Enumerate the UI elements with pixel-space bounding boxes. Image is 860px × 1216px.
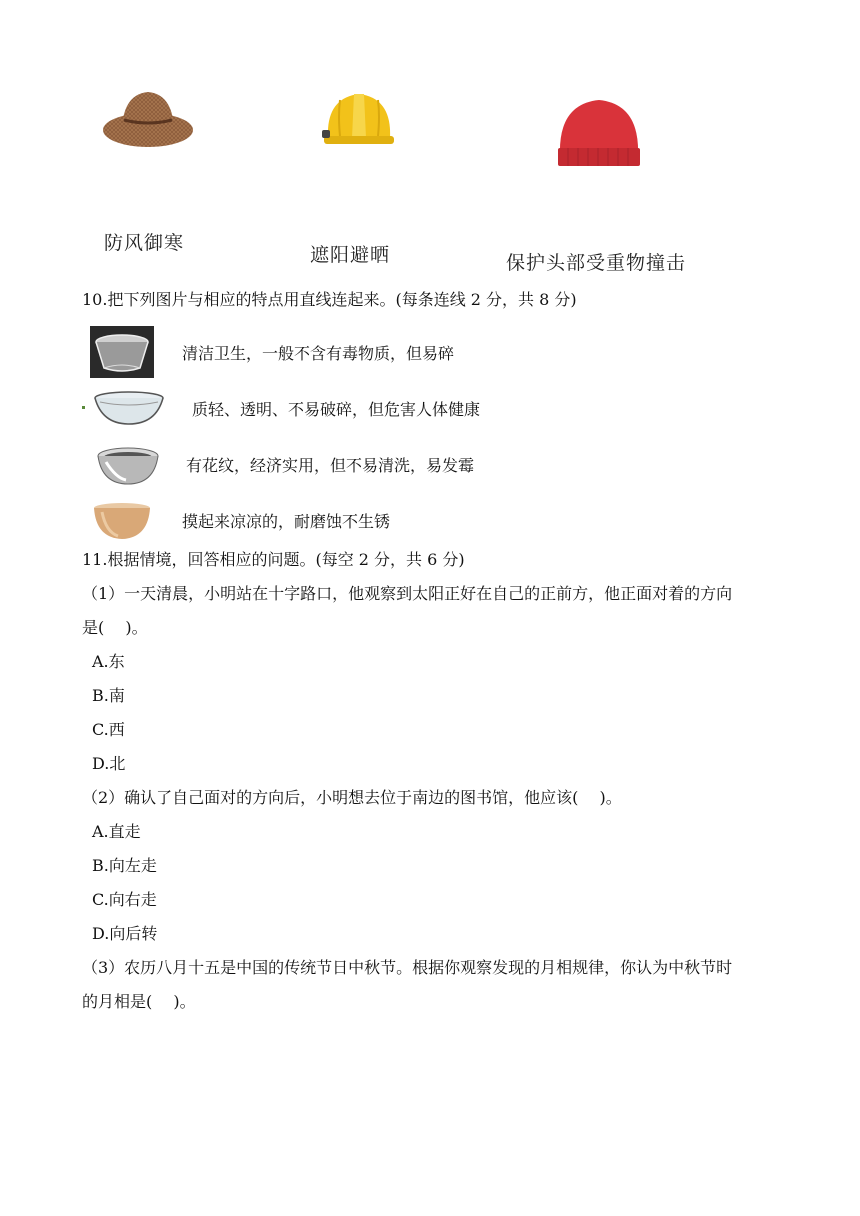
q11-title: 11.根据情境，回答相应的问题。(每空 2 分，共 6 分) [82,550,465,569]
hat-label-3: 保护头部受重物撞击 [506,252,687,274]
wooden-bowl-icon [92,502,152,542]
q10-desc-2: 质轻、透明、不易破碎，但危害人体健康 [192,400,481,419]
q11-p2-option-d: D.向后转 [92,924,158,943]
q10-desc-3: 有花纹，经济实用，但不易清洗，易发霉 [186,456,475,475]
q11-p1-option-b: B.南 [92,686,125,705]
plastic-bowl-icon [92,390,166,428]
q11-p2-option-c: C.向右走 [92,890,157,909]
glass-bowl-icon [90,326,154,378]
q11-p2-line1: （2）确认了自己面对的方向后，小明想去位于南边的图书馆，他应该( )。 [82,788,622,807]
q11-p1-option-c: C.西 [92,720,125,739]
hat-label-2: 遮阳避晒 [310,244,391,266]
q11-p2-option-b: B.向左走 [92,856,157,875]
q11-p1-option-a: A.东 [92,652,125,671]
q11-p1-option-d: D.北 [92,754,126,773]
q10-desc-4: 摸起来凉凉的，耐磨蚀不生锈 [182,512,391,531]
q10-desc-1: 清洁卫生，一般不含有毒物质，但易碎 [182,344,455,363]
q11-p3-line1: （3）农历八月十五是中国的传统节日中秋节。根据你观察发现的月相规律，你认为中秋节时 [82,958,733,977]
q11-p2-option-a: A.直走 [92,822,141,841]
q11-p1-line2: 是( )。 [82,618,148,637]
hat-label-1: 防风御寒 [104,232,185,254]
hard-hat-icon [320,86,398,156]
q11-p3-line2: 的月相是( )。 [82,992,196,1011]
steel-bowl-icon [96,446,160,488]
stray-dot [82,406,85,409]
knit-beanie-icon [554,96,644,174]
q10-title: 10.把下列图片与相应的特点用直线连起来。(每条连线 2 分，共 8 分) [82,290,577,309]
straw-hat-icon [100,86,196,152]
q11-p1-line1: （1）一天清晨，小明站在十字路口，他观察到太阳正好在自己的正前方，他正面对着的方向 [82,584,733,603]
